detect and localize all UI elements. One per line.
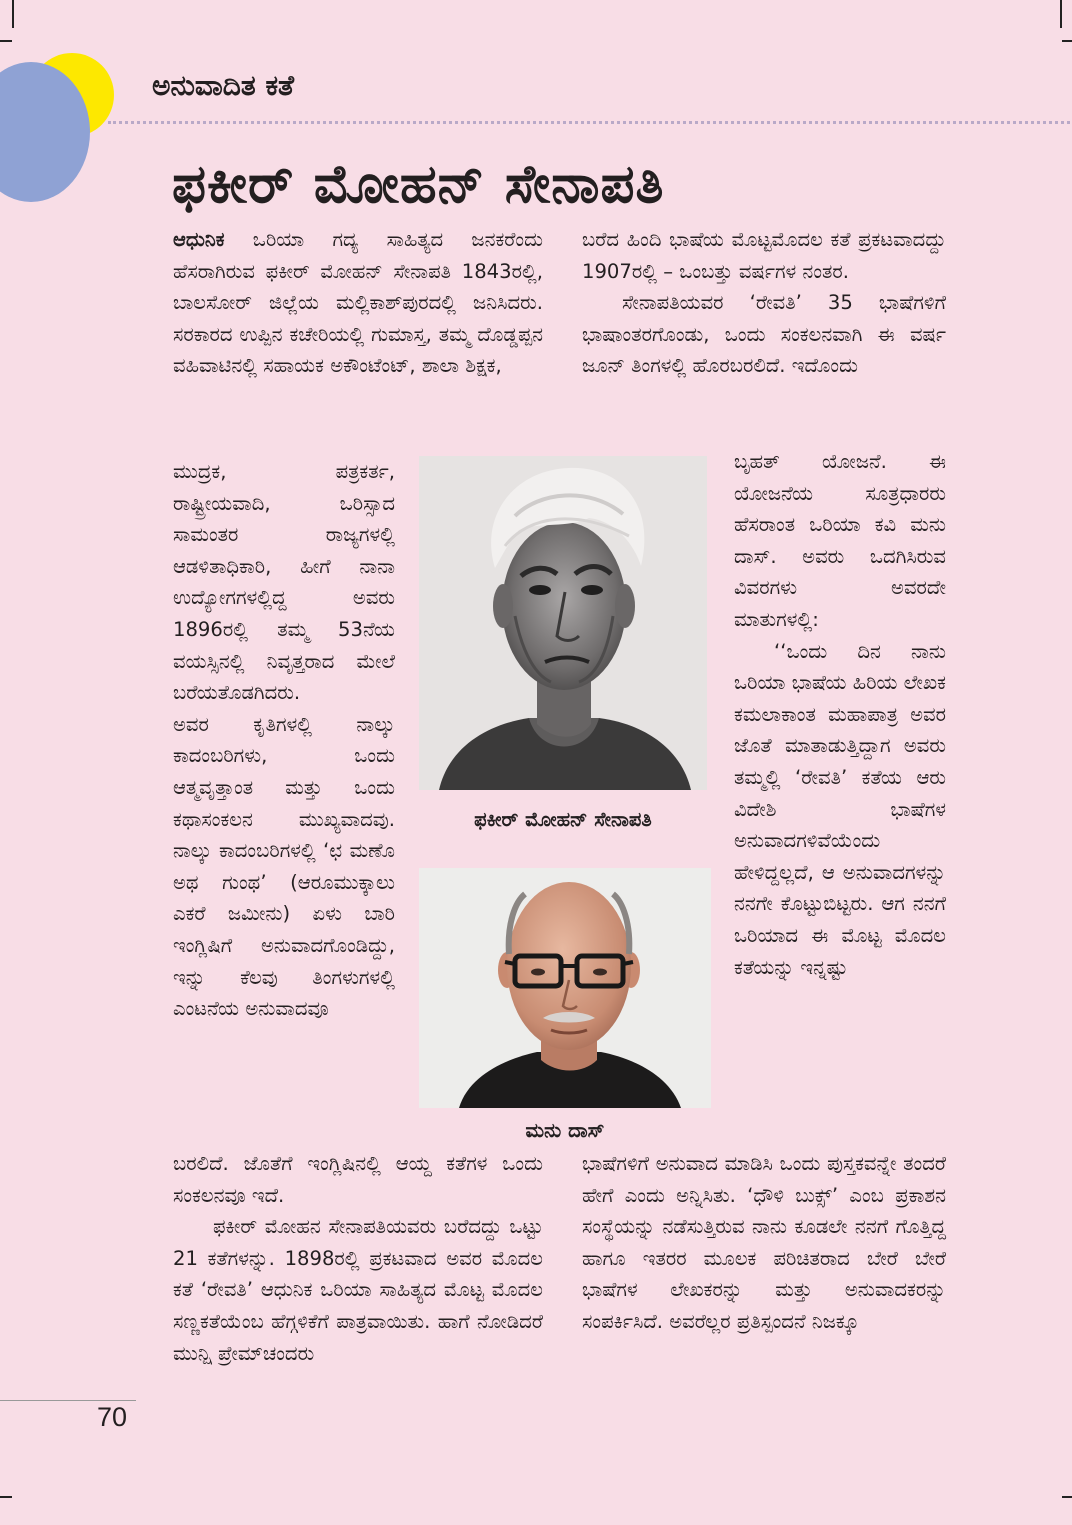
paragraph-4: ಬರೆದ ಹಿಂದಿ ಭಾಷೆಯ ಮೊಟ್ಟಮೊದಲ ಕತೆ ಪ್ರಕಟವಾದದ್ದು 1907ರಲ್ಲಿ – ಒಂಬತ್ತು ವರ್ಷಗಳ ನಂತರ. xyxy=(582,228,946,283)
column-1-top xyxy=(173,224,543,382)
column-1-bottom xyxy=(173,1148,543,1369)
column-2-top xyxy=(582,224,946,382)
crop-mark-bottom-left xyxy=(0,1496,12,1498)
lead-word: ಆಧುನಿಕ xyxy=(173,228,225,251)
paragraph-1-start xyxy=(173,224,543,382)
section-label: ಅನುವಾದಿತ ಕತೆ xyxy=(152,69,295,102)
paragraph-2-end: ಬರಲಿದೆ. ಜೊತೆಗೆ ಇಂಗ್ಲಿಷಿನಲ್ಲಿ ಆಯ್ದ ಕತೆಗಳ ಒಂದು ಸಂಕಲನವೂ ಇದೆ. xyxy=(173,1152,543,1207)
portrait-sketch-fakir-mohan xyxy=(419,456,707,790)
sketch-image xyxy=(419,456,707,790)
crop-mark-top-right xyxy=(1060,0,1062,28)
paragraph-6: ‘‘ಒಂದು ದಿನ ನಾನು ಒರಿಯಾ ಭಾಷೆಯ ಹಿರಿಯ ಲೇಖಕ ಕಮಲಾಕಾಂತ ಮಹಾಪಾತ್ರ ಅವರ ಜೊತೆ ಮಾತಾಡುತ್ತಿದ್ದಾಗ ಅವರು ತಮ್ಮಲ್ಲಿ ‘ರೇವತಿ’ ಕತೆಯ ಆರು ವಿದೇಶಿ ಭಾಷೆಗಳ ಅನುವಾದಗಳಿವೆಯೆಂದು ಹೇಳಿದ್ದಲ್ಲದೆ, ಆ ಅನುವಾದಗಳನ್ನು ನನಗೇ ಕೊಟ್ಟುಬಿಟ್ಟರು. ಆಗ ನನಗೆ ಒರಿಯಾದ ಈ ಮೊಟ್ಟ ಮೊದಲ ಕತೆಯನ್ನು ಇನ್ನಷ್ಟು xyxy=(734,639,946,979)
portrait-caption-fakir-mohan: ಫಕೀರ್ ಮೋಹನ್ ಸೇನಾಪತಿ xyxy=(474,808,652,831)
crop-mark-left-middle xyxy=(0,40,12,42)
column-2-beside-photo xyxy=(734,446,946,983)
photo-manu-das xyxy=(419,868,711,1108)
paragraph-3: ಫಕೀರ್ ಮೋಹನ ಸೇನಾಪತಿಯವರು ಬರೆದದ್ದು ಒಟ್ಟು 21 ಕತೆಗಳನ್ನು. 1898ರಲ್ಲಿ ಪ್ರಕಟವಾದ ಅವರ ಮೊದಲ ಕತೆ ‘ರೇವತಿ’ ಆಧುನಿಕ ಒರಿಯಾ ಸಾಹಿತ್ಯದ ಮೊಟ್ಟ ಮೊದಲ ಸಣ್ಣಕತೆಯೆಂಬ ಹೆಗ್ಗಳಿಕೆಗೆ ಪಾತ್ರವಾಯಿತು. ಹಾಗೆ ನೋಡಿದರೆ ಮುನ್ಷಿ ಪ್ರೇಮ್‌ಚಂದರು xyxy=(173,1215,543,1365)
column-1-beside-photo xyxy=(173,456,395,1025)
paragraph-6-end: ಭಾಷೆಗಳಿಗೆ ಅನುವಾದ ಮಾಡಿಸಿ ಒಂದು ಪುಸ್ತಕವನ್ನೇ ತಂದರೆ ಹೇಗೆ ಎಂದು ಅನ್ನಿಸಿತು. ‘ಧೌಳಿ ಬುಕ್ಸ್’ ಎಂಬ ಪ್ರಕಾಶನ ಸಂಸ್ಥೆಯನ್ನು ನಡೆಸುತ್ತಿರುವ ನಾನು ಕೂಡಲೇ ನನಗೆ ಗೊತ್ತಿದ್ದ ಹಾಗೂ ಇತರರ ಮೂಲಕ ಪರಿಚಿತರಾದ ಬೇರೆ ಬೇರೆ ಭಾಷೆಗಳ ಲೇಖಕರನ್ನು ಮತ್ತು ಅನುವಾದಕರನ್ನು ಸಂಪರ್ಕಿಸಿದೆ. ಅವರೆಲ್ಲರ ಪ್ರತಿಸ್ಪಂದನೆ ನಿಜಕ್ಕೂ xyxy=(582,1152,946,1333)
paragraph-2: ಅವರ ಕೃತಿಗಳಲ್ಲಿ ನಾಲ್ಕು ಕಾದಂಬರಿಗಳು, ಒಂದು ಆತ್ಮವೃತ್ತಾಂತ ಮತ್ತು ಒಂದು ಕಥಾಸಂಕಲನ ಮುಖ್ಯವಾದವು. ನಾಲ್ಕು ಕಾದಂಬರಿಗಳಲ್ಲಿ ‘ಛ ಮಣೊ ಅಥ ಗುಂಥ’ (ಆರೂಮುಕ್ಕಾಲು ಎಕರೆ ಜಮೀನು) ಏಳು ಬಾರಿ ಇಂಗ್ಲಿಷಿಗೆ ಅನುವಾದಗೊಂಡಿದ್ದು, ಇನ್ನು ಕೆಲವು ತಿಂಗಳುಗಳಲ್ಲಿ ಎಂಟನೆಯ ಅನುವಾದವೂ xyxy=(173,712,395,1021)
paragraph-5-continued: ಬೃಹತ್ ಯೋಜನೆ. ಈ ಯೋಜನೆಯ ಸೂತ್ರಧಾರರು ಹೆಸರಾಂತ ಒರಿಯಾ ಕವಿ ಮನು ದಾಸ್. ಅವರು ಒದಗಿಸಿರುವ ವಿವರಗಳು ಅವರದೇ ಮಾತುಗಳಲ್ಲಿ: xyxy=(734,450,946,631)
crop-mark-top-left xyxy=(12,0,14,28)
crop-mark-right-middle xyxy=(1062,40,1072,42)
manu-das-image xyxy=(419,868,711,1108)
page-number: 70 xyxy=(97,1402,128,1432)
paragraph-5-start: ಸೇನಾಪತಿಯವರ ‘ರೇವತಿ’ 35 ಭಾಷೆಗಳಿಗೆ ಭಾಷಾಂತರಗೊಂಡು, ಒಂದು ಸಂಕಲನವಾಗಿ ಈ ವರ್ಷ ಜೂನ್ ತಿಂಗಳಲ್ಲಿ ಹೊರಬರಲಿದೆ. ಇದೊಂದು xyxy=(582,291,946,378)
paragraph-1-continued: ಮುದ್ರಕ, ಪತ್ರಕರ್ತ, ರಾಷ್ಟ್ರೀಯವಾದಿ, ಒರಿಸ್ಸಾದ ಸಾಮಂತರ ರಾಜ್ಯಗಳಲ್ಲಿ ಆಡಳಿತಾಧಿಕಾರಿ, ಹೀಗೆ ನಾನಾ ಉದ್ಯೋಗಗಳಲ್ಲಿದ್ದ ಅವರು 1896ರಲ್ಲಿ ತಮ್ಮ 53ನೆಯ ವಯಸ್ಸಿನಲ್ಲಿ ನಿವೃತ್ತರಾದ ಮೇಲೆ ಬರೆಯತೊಡಗಿದರು. xyxy=(173,460,395,705)
dotted-divider xyxy=(108,121,1070,124)
article-title: ಫಕೀರ್ ಮೋಹನ್ ಸೇನಾಪತಿ xyxy=(172,154,665,215)
column-2-bottom xyxy=(582,1148,946,1338)
crop-mark-bottom-right xyxy=(1062,1496,1072,1498)
paragraph-1-top-text: ಒರಿಯಾ ಗದ್ಯ ಸಾಹಿತ್ಯದ ಜನಕರೆಂದು ಹೆಸರಾಗಿರುವ ಫಕೀರ್ ಮೋಹನ್ ಸೇನಾಪತಿ 1843ರಲ್ಲಿ, ಬಾಲಸೋರ್ ಜಿಲ್ಲೆಯ ಮಲ್ಲಿಕಾಶ್‌ಪುರದಲ್ಲಿ ಜನಿಸಿದರು. ಸರಕಾರದ ಉಪ್ಪಿನ ಕಚೇರಿಯಲ್ಲಿ ಗುಮಾಸ್ತ, ತಮ್ಮ ದೊಡ್ಡಪ್ಪನ ವಹಿವಾಟಿನಲ್ಲಿ ಸಹಾಯಕ ಅಕೌಂಟೆಂಟ್, ಶಾಲಾ ಶಿಕ್ಷಕ, xyxy=(173,228,544,378)
photo-caption-manu-das: ಮನು ದಾಸ್ xyxy=(525,1119,605,1142)
